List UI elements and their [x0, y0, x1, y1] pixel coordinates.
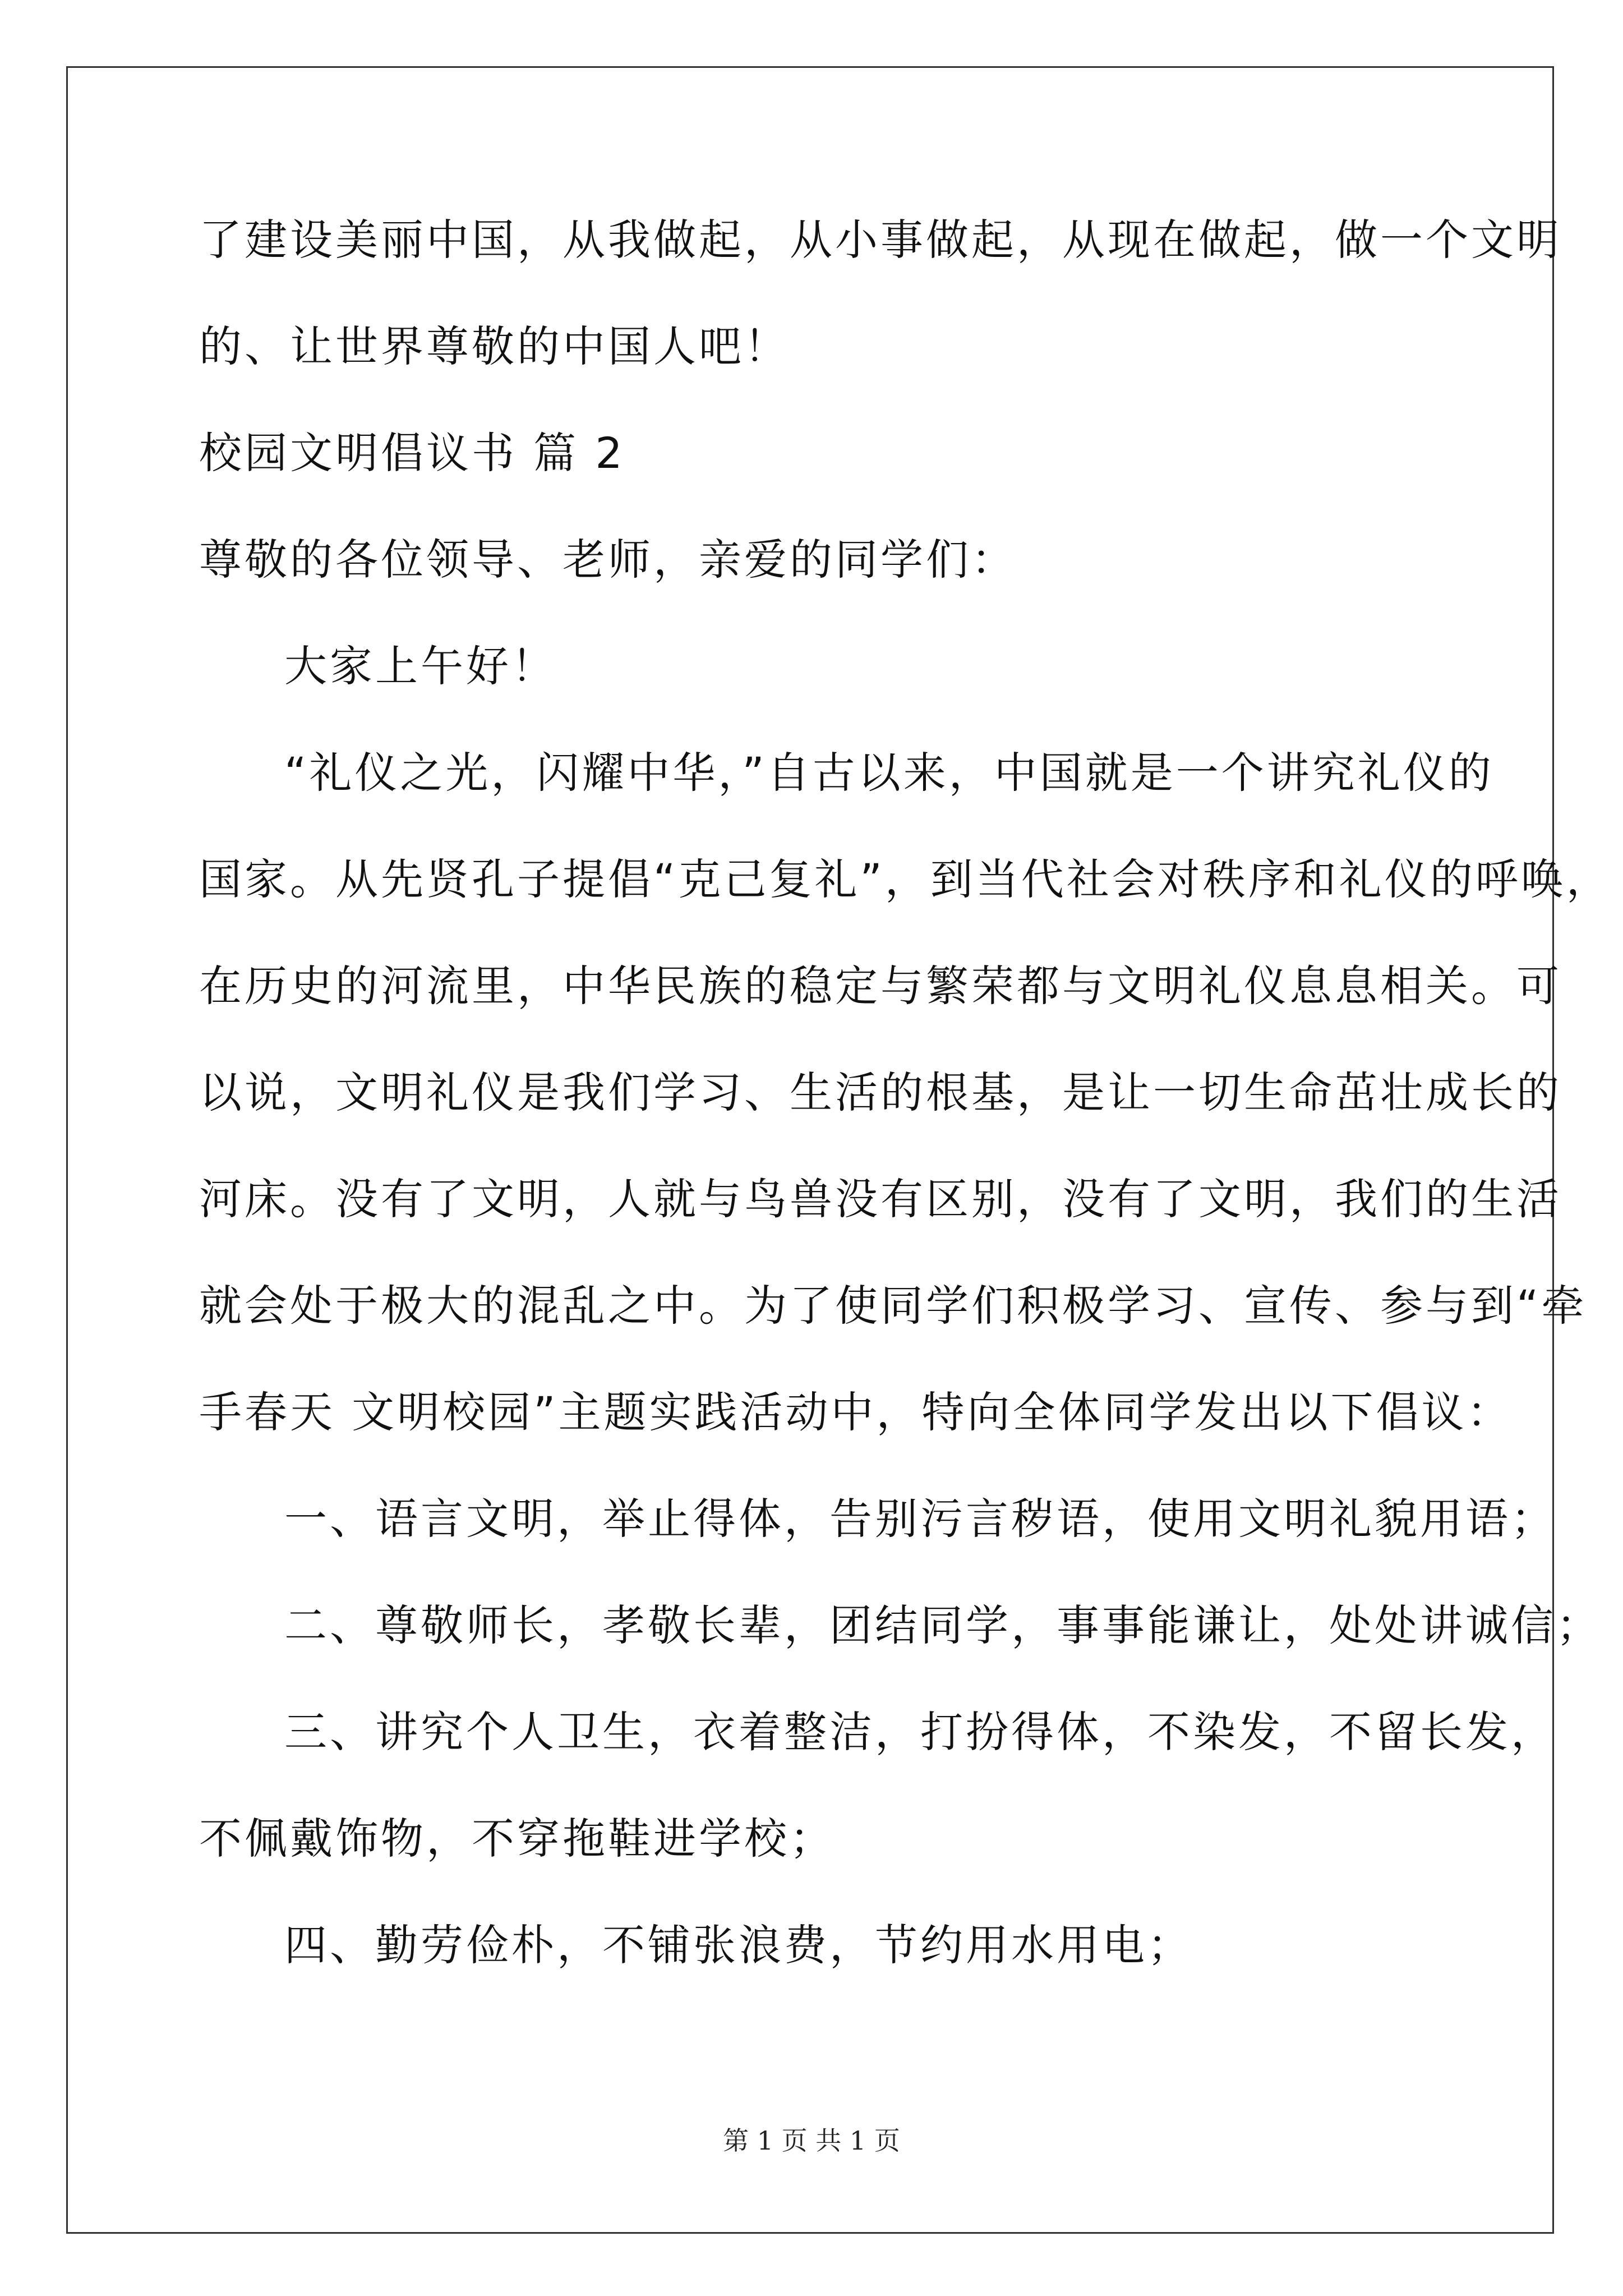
salutation: 尊敬的各位领导、老师，亲爱的同学们：: [199, 535, 1017, 585]
page-footer: 第 1 页 共 1 页: [723, 2125, 900, 2156]
proposal-item: 四、勤劳俭朴，不铺张浪费，节约用水用电；: [284, 1920, 1193, 1970]
text-line: 在历史的河流里，中华民族的稳定与繁荣都与文明礼仪息息相关。可: [199, 961, 1562, 1011]
text-line: 就会处于极大的混乱之中。为了使同学们积极学习、宣传、参与到“牵: [199, 1281, 1587, 1331]
text-line: 以说，文明礼仪是我们学习、生活的根基，是让一切生命茁壮成长的: [199, 1068, 1562, 1117]
proposal-item: 一、语言文明，举止得体，告别污言秽语，使用文明礼貌用语；: [284, 1494, 1556, 1544]
text-line: 了建设美丽中国，从我做起，从小事做起，从现在做起，做一个文明: [199, 215, 1562, 265]
text-line: 不佩戴饰物，不穿拖鞋进学校；: [199, 1814, 835, 1864]
document-body: [199, 215, 1612, 2031]
text-line: “礼仪之光，闪耀中华，”自古以来，中国就是一个讲究礼仪的: [284, 748, 1494, 798]
text-line: 的、让世界尊敬的中国人吧！: [199, 321, 790, 371]
proposal-item: 二、尊敬师长，孝敬长辈，团结同学，事事能谦让，处处讲诚信；: [284, 1600, 1602, 1650]
text-line: 手春天 文明校园”主题实践活动中，特向全体同学发出以下倡议：: [199, 1387, 1513, 1437]
greeting: 大家上午好！: [284, 641, 557, 691]
proposal-item: 三、讲究个人卫生，衣着整洁，打扮得体，不染发，不留长发，: [284, 1707, 1556, 1757]
text-line: 河床。没有了文明，人就与鸟兽没有区别，没有了文明，我们的生活: [199, 1174, 1562, 1224]
section-heading: 校园文明倡议书 篇 2: [199, 428, 625, 478]
text-line: 国家。从先贤孔子提倡“克己复礼”，到当代社会对秩序和礼仪的呼唤，: [199, 854, 1612, 904]
